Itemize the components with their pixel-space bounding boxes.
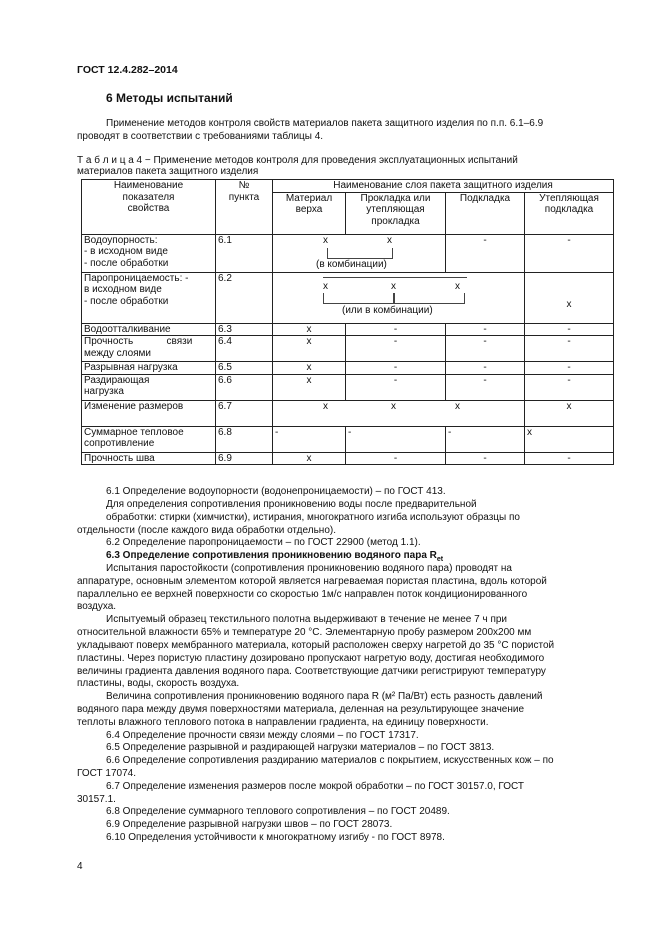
cell-mark: - bbox=[346, 323, 446, 336]
cell-mark: - bbox=[525, 323, 614, 336]
text-line: 6.9 Определение разрывной нагрузки швов – по ГОСТ 28073. bbox=[106, 819, 393, 830]
cell-mark: - bbox=[525, 336, 614, 362]
subscript-et: et bbox=[436, 556, 444, 563]
combination-note: (или в комбинации) bbox=[342, 304, 433, 316]
row-clause: 6.3 bbox=[216, 323, 273, 336]
row-name-l2: сопротивление bbox=[84, 438, 155, 449]
table-row bbox=[82, 426, 614, 452]
text-line: воздуха. bbox=[77, 601, 117, 612]
header-property-l2: показателя bbox=[122, 191, 175, 203]
text-line: параллельно ее верхней поверхности со скоростью 1м/с направлен поток кондиционированного bbox=[77, 589, 528, 600]
cell-mark: - bbox=[446, 336, 525, 362]
header-property-l1: Наименование bbox=[113, 180, 184, 191]
h-col4-l2: подкладка bbox=[544, 204, 594, 215]
row-name-l2: в исходном виде bbox=[84, 284, 162, 295]
row-name bbox=[82, 272, 216, 323]
row-name: Разрывная нагрузка bbox=[82, 362, 216, 375]
methods-table bbox=[81, 179, 614, 465]
cell-mark: х bbox=[391, 280, 396, 292]
cell-mark: х bbox=[455, 280, 460, 292]
row-name-l3: - после обработки bbox=[84, 257, 169, 269]
header-property-l3: свойства bbox=[127, 203, 170, 214]
text-line: величины градиента давления водяного пара. Соответствующие датчики регистрируют температуру bbox=[77, 666, 546, 677]
table-row bbox=[82, 452, 614, 465]
cell-mark: х bbox=[525, 426, 614, 452]
cell-mark: х bbox=[273, 323, 346, 336]
header-clause-l2: пункта bbox=[228, 191, 260, 203]
intro-line-1: Применение методов контроля свойств материалов пакета защитного изделия по п.п. 6.1–6.9 bbox=[106, 118, 544, 129]
cell-mark: х bbox=[525, 272, 614, 323]
cell-mark: - bbox=[446, 374, 525, 400]
row-name bbox=[82, 234, 216, 272]
h-col3-l1: Подкладка bbox=[459, 192, 511, 204]
text-line: ГОСТ 17074. bbox=[77, 768, 136, 779]
row-combined-cell bbox=[273, 272, 525, 323]
row-name-l1: Раздирающая bbox=[84, 374, 150, 386]
row-name: Прочность шва bbox=[82, 452, 216, 465]
text-line: Испытуемый образец текстильного полотна выдерживают в течение не менее 7 ч при bbox=[106, 614, 508, 625]
text-line: Для определения сопротивления проникновению воды после предварительной bbox=[106, 499, 477, 510]
text-line: укладывают поверх мембранного материала, который расположен сверху нагретой до 35 °С пористой bbox=[77, 640, 555, 651]
row-name-l1: Паропроницаемость: - bbox=[84, 272, 189, 284]
text-line: аппаратуре, основным элементом которой является нагреваемая пористая пластина, вдоль которой bbox=[77, 576, 547, 587]
row-clause: 6.4 bbox=[216, 336, 273, 362]
header-layers: Наименование слоя пакета защитного изделия bbox=[273, 180, 614, 193]
cell-mark: х bbox=[525, 400, 614, 426]
row-combined-cell bbox=[273, 234, 446, 272]
text-line: теплоты влажного теплового потока в направлении градиента, на единицу поверхности. bbox=[77, 717, 489, 728]
text-line: водяного пара между двумя поверхностями материала, деленная на результирующее значение bbox=[77, 704, 525, 715]
table-row bbox=[82, 272, 614, 323]
row-clause: 6.2 bbox=[216, 272, 273, 323]
cell-mark: - bbox=[346, 426, 446, 452]
header-lining bbox=[446, 192, 525, 234]
text-line: 6.1 Определение водоупорности (водонепроницаемости) – по ГОСТ 413. bbox=[106, 486, 446, 497]
h-col1-l1: Материал bbox=[285, 192, 333, 204]
h-col4-l1: Утепляющая bbox=[539, 192, 599, 204]
cell-mark: х bbox=[273, 362, 346, 375]
cell-mark: х bbox=[273, 336, 346, 362]
text-line: относительной влажности 65% и температуре 20 °С. Элементарную пробу размером 200х200 мм bbox=[77, 627, 532, 638]
text-line: обработки: стирки (химчистки), истирания, многократного изгиба используют образцы по bbox=[106, 512, 520, 523]
row-name-l1: Прочность связи bbox=[84, 336, 193, 347]
header-outer-material bbox=[273, 192, 346, 234]
header-clause-l1: № bbox=[238, 180, 250, 191]
cell-mark: х bbox=[323, 400, 328, 412]
document-header: ГОСТ 12.4.282–2014 bbox=[77, 64, 178, 76]
cell-mark: х bbox=[323, 280, 328, 292]
header-property bbox=[82, 180, 216, 235]
h-col2-l2: утепляющая bbox=[366, 204, 425, 215]
h-col2-l3: прокладка bbox=[371, 215, 420, 227]
row-name: Изменение размеров bbox=[82, 400, 216, 426]
table-row bbox=[82, 400, 614, 426]
row-name-l2: нагрузка bbox=[84, 386, 124, 397]
cell-mark: - bbox=[446, 452, 525, 465]
table-row bbox=[82, 362, 614, 375]
text-line: 6.5 Определение разрывной и раздирающей нагрузки материалов – по ГОСТ 3813. bbox=[106, 742, 495, 753]
row-name-l2: - в исходном виде bbox=[84, 246, 168, 257]
cell-mark: х bbox=[323, 234, 328, 246]
row-clause: 6.7 bbox=[216, 400, 273, 426]
combination-note: (в комбинации) bbox=[316, 258, 387, 270]
cell-mark: - bbox=[525, 234, 614, 272]
table-row bbox=[82, 323, 614, 336]
row-clause: 6.8 bbox=[216, 426, 273, 452]
row-name-l1: Суммарное тепловое bbox=[84, 426, 184, 438]
cell-mark: - bbox=[525, 452, 614, 465]
text-line: 30157.1. bbox=[77, 794, 116, 805]
cell-mark: - bbox=[446, 426, 525, 452]
table-caption bbox=[77, 155, 518, 177]
cell-mark: - bbox=[446, 362, 525, 375]
section-title: 6 Методы испытаний bbox=[106, 91, 233, 105]
row-name-l2: между слоями bbox=[84, 347, 152, 359]
table-caption-line-1: Т а б л и ц а 4 − Применение методов контроля для проведения эксплуатационных испытаний bbox=[77, 155, 518, 166]
text-line: 6.6 Определение сопротивления раздиранию материалов с покрытием, искусственных кож – по bbox=[106, 755, 554, 766]
header-interlining bbox=[346, 192, 446, 234]
cell-mark: - bbox=[346, 374, 446, 400]
h-col1-l2: верха bbox=[295, 204, 323, 215]
table-caption-line-2: материалов пакета защитного изделия bbox=[77, 166, 259, 177]
text-line: 6.10 Определения устойчивости к многократному изгибу - по ГОСТ 8978. bbox=[106, 832, 445, 843]
text-line: пластины. Через пористую пластину дозировано пропускают нагретую воду, достигая необходимого bbox=[77, 653, 545, 664]
header-insulated-lining bbox=[525, 192, 614, 234]
row-name-l1: Водоупорность: bbox=[84, 234, 158, 246]
row-name: Водоотталкивание bbox=[82, 323, 216, 336]
combination-bracket bbox=[323, 293, 395, 304]
text-line: пластины, воды, скорость воздуха. bbox=[77, 678, 240, 689]
heading-text: 6.3 Определение сопротивления проникновению водяного пара R bbox=[106, 550, 437, 561]
combination-bracket bbox=[393, 293, 465, 304]
text-line: отдельности (после каждого вида обработки отдельно). bbox=[77, 525, 336, 536]
text-line: 6.2 Определение паропроницаемости – по ГОСТ 22900 (метод 1.1). bbox=[106, 537, 421, 548]
table-row bbox=[82, 234, 614, 272]
row-clause: 6.5 bbox=[216, 362, 273, 375]
page-number: 4 bbox=[77, 861, 83, 872]
cell-mark: х bbox=[273, 374, 346, 400]
cell-mark: - bbox=[273, 426, 346, 452]
text-line: 6.7 Определение изменения размеров после мокрой обработки – по ГОСТ 30157.0, ГОСТ bbox=[106, 781, 525, 792]
combination-line bbox=[323, 277, 467, 278]
row-name bbox=[82, 426, 216, 452]
cell-mark: - bbox=[346, 362, 446, 375]
cell-mark: - bbox=[525, 362, 614, 375]
cell-mark: х bbox=[391, 400, 396, 412]
row-clause: 6.1 bbox=[216, 234, 273, 272]
row-combined-cell bbox=[273, 400, 525, 426]
combination-bracket bbox=[327, 248, 393, 259]
header-clause bbox=[216, 180, 273, 235]
cell-mark: х bbox=[455, 400, 460, 412]
row-name bbox=[82, 374, 216, 400]
table-row bbox=[82, 336, 614, 362]
table-row bbox=[82, 374, 614, 400]
h-col2-l1: Прокладка или bbox=[360, 192, 431, 204]
intro-line-2: проводят в соответствии с требованиями таблицы 4. bbox=[77, 131, 324, 142]
cell-mark: - bbox=[525, 374, 614, 400]
text-line: Испытания паростойкости (сопротивления проникновению водяного пара) проводят на bbox=[106, 563, 512, 574]
row-name-l3: - после обработки bbox=[84, 295, 169, 307]
text-line: 6.8 Определение суммарного теплового сопротивления – по ГОСТ 20489. bbox=[106, 806, 450, 817]
cell-mark: - bbox=[346, 336, 446, 362]
row-clause: 6.6 bbox=[216, 374, 273, 400]
row-name bbox=[82, 336, 216, 362]
row-clause: 6.9 bbox=[216, 452, 273, 465]
cell-mark: - bbox=[446, 234, 525, 272]
cell-mark: - bbox=[446, 323, 525, 336]
cell-mark: х bbox=[273, 452, 346, 465]
text-line: Величина сопротивления проникновению водяного пара R (м² Па/Вт) есть разность давлений bbox=[106, 691, 543, 702]
text-line: 6.4 Определение прочности связи между слоями – по ГОСТ 17317. bbox=[106, 730, 419, 741]
cell-mark: х bbox=[387, 234, 392, 246]
cell-mark: - bbox=[346, 452, 446, 465]
